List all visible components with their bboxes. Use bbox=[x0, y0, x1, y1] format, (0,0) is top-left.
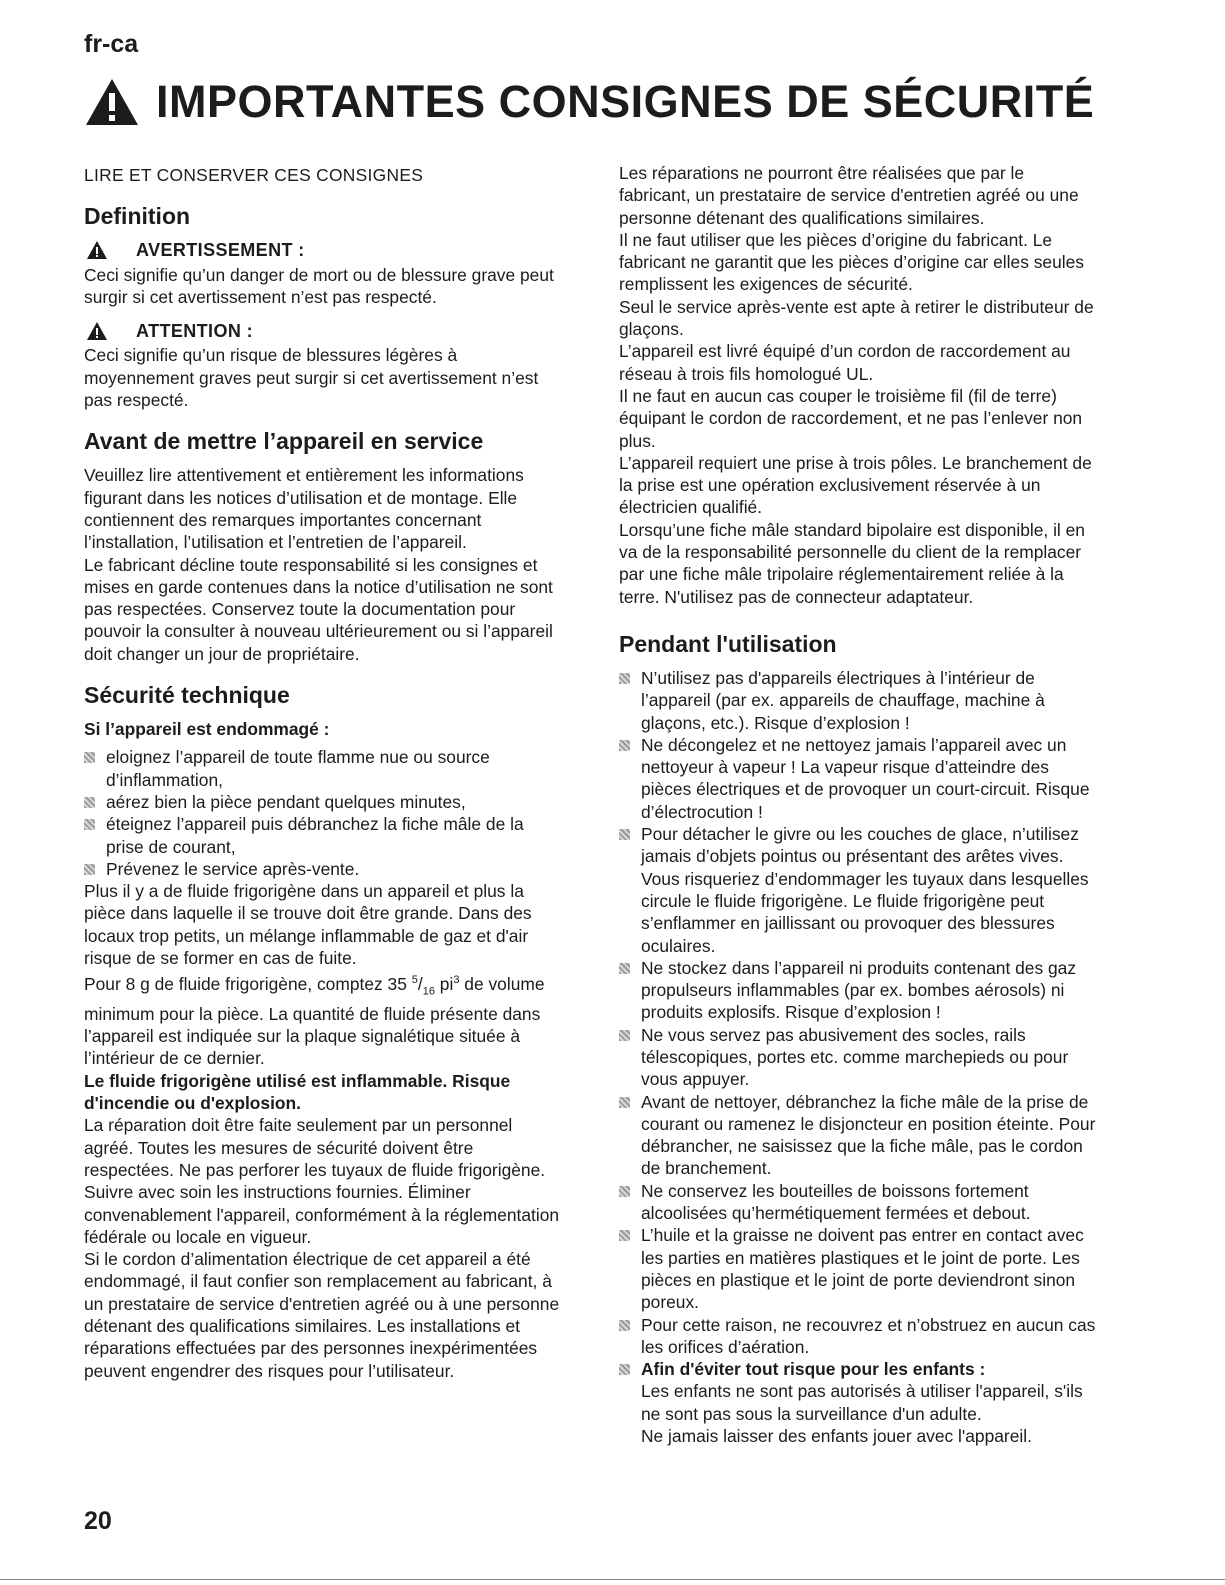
list-item: Avant de nettoyer, débranchez la fiche mâle de la prise de courant ou ramenez le disjoncteur en position éteinte. Pour débrancher, ne saisissez que la fiche mâle, pas le cordon de branchement. bbox=[619, 1091, 1097, 1180]
title-row bbox=[84, 76, 1094, 128]
list-item: Pour détacher le givre ou les couches de glace, n’utilisez jamais d’objets pointus ou présentant des arêtes vives. Vous risqueriez d’endommager les tuyaux dans lesquelles circule le fluide frigorigène. Le fluide frigorigène peut s’enflammer en jaillissant ou provoquer des blessures oculaires. bbox=[619, 823, 1097, 957]
cordon-paragraph: Si le cordon d’alimentation électrique de cet appareil a été endommagé, il faut confier son remplacement au fabricant, à un prestataire de service d'entretien agréé ou à une personne détenant des qualifications similaires. Les installations et réparations effectuées par des personnes inexpérimentées peuvent engendrer des risques pour l’utilisateur. bbox=[84, 1249, 560, 1381]
list-item: Prévenez le service après-vente. bbox=[84, 858, 562, 880]
bullet-icon bbox=[84, 797, 95, 808]
definition-heading: Definition bbox=[84, 203, 191, 230]
avertissement-text: Ceci signifie qu’un danger de mort ou de blessure grave peut surgir si cet avertissement n’est pas respecté. bbox=[84, 264, 554, 307]
enfants-heading: Afin d'éviter tout risque pour les enfants : bbox=[641, 1359, 986, 1380]
list-item: Ne vous servez pas abusivement des socles, rails télescopiques, portes etc. comme marchepieds ou pour vous appuyer. bbox=[619, 1024, 1097, 1091]
language-code: fr-ca bbox=[84, 30, 139, 58]
endommage-list bbox=[84, 746, 562, 880]
bullet-icon bbox=[84, 819, 95, 830]
list-item: N’utilisez pas d'appareils électriques à l’intérieur de l’appareil (par ex. appareils de chauffage, machine à glaçons, etc.). Risque d’explosion ! bbox=[619, 667, 1097, 734]
bullet-icon bbox=[619, 1186, 630, 1197]
right-paragraph-2: Il ne faut utiliser que les pièces d’origine du fabricant. Le fabricant ne garantit que les pièces d’origine car elles seules remplissent les exigences de sécurité. bbox=[619, 229, 1084, 295]
list-item: Ne conservez les bouteilles de boissons fortement alcoolisées qu’hermétiquement fermées et debout. bbox=[619, 1180, 1097, 1225]
attention-text: Ceci signifie qu’un risque de blessures légères à moyennement graves peut surgir si cet avertissement n’est pas respecté. bbox=[84, 345, 539, 411]
list-item: aérez bien la pièce pendant quelques minutes, bbox=[84, 791, 562, 813]
bullet-icon bbox=[619, 1230, 630, 1241]
avant-heading: Avant de mettre l’appareil en service bbox=[84, 428, 484, 455]
right-paragraph-4: L’appareil est livré équipé d’un cordon de raccordement au réseau à trois fils homologué UL. bbox=[619, 341, 1071, 384]
bullet-icon bbox=[619, 1320, 630, 1331]
securite-heading: Sécurité technique bbox=[84, 682, 290, 709]
avant-paragraph-1: Veuillez lire attentivement et entièrement les informations figurant dans les notices d’utilisation et de montage. Elle contiennent des remarques importantes concernant l’installation, l’utilisation et l’entretien de l’appareil. bbox=[84, 465, 524, 553]
avertissement-label: AVERTISSEMENT : bbox=[136, 240, 305, 261]
list-item: Pour cette raison, ne recouvrez et n’obstruez en aucun cas les orifices d’aération. bbox=[619, 1314, 1097, 1359]
list-item-children bbox=[619, 1358, 1097, 1447]
intro-text: LIRE ET CONSERVER CES CONSIGNES bbox=[84, 165, 424, 185]
enfants-paragraph-2: Ne jamais laisser des enfants jouer avec l'appareil. bbox=[641, 1426, 1032, 1447]
pendant-list bbox=[619, 667, 1097, 1447]
avertissement-label-row bbox=[84, 239, 562, 261]
list-item: Ne stockez dans l’appareil ni produits contenant des gaz propulseurs inflammables (par ex. bombes aérosols) ni produits explosifs. Risque d’explosion ! bbox=[619, 957, 1097, 1024]
list-item: Ne décongelez et ne nettoyez jamais l’appareil avec un nettoyeur à vapeur ! La vapeur risque d’atteindre des pièces électriques et de provoquer un court-circuit. Risque d’électrocution ! bbox=[619, 734, 1097, 823]
page-title: IMPORTANTES CONSIGNES DE SÉCURITÉ bbox=[156, 76, 1095, 127]
enfants-paragraph-1: Les enfants ne sont pas autorisés à utiliser l'appareil, s'ils ne sont pas sous la surveillance d'un adulte. bbox=[641, 1381, 1083, 1424]
list-item: L’huile et la graisse ne doivent pas entrer en contact avec les parties en matières plastiques et le joint de porte. Les pièces en plastique et le joint de porte deviendront sinon poreux. bbox=[619, 1224, 1097, 1313]
warning-triangle-icon bbox=[86, 240, 108, 260]
fluide-paragraph-1: Plus il y a de fluide frigorigène dans un appareil et plus la pièce dans laquelle il se trouve doit être grande. Dans des locaux trop petits, un mélange inflammable de gaz et d'air risque de se former en cas de fuite. bbox=[84, 881, 532, 969]
bullet-icon bbox=[619, 829, 630, 840]
bullet-icon bbox=[84, 864, 95, 875]
bullet-icon bbox=[619, 740, 630, 751]
list-item: eloignez l’appareil de toute flamme nue ou source d’inflammation, bbox=[84, 746, 562, 791]
bullet-icon bbox=[619, 963, 630, 974]
pendant-heading: Pendant l'utilisation bbox=[619, 630, 837, 657]
bullet-icon bbox=[619, 1364, 630, 1375]
right-paragraph-1: Les réparations ne pourront être réalisées que par le fabricant, un prestataire de service d'entretien agréé ou une personne détenant des qualifications similaires. bbox=[619, 163, 1079, 228]
avant-paragraph-2: Le fabricant décline toute responsabilité si les consignes et mises en garde contenues dans la notice d’utilisation ne sont pas respectées. Conservez toute la documentation pour pouvoir la consulter à nouveau ultérieurement ou si l’appareil doit changer un jour de propriétaire. bbox=[84, 554, 553, 664]
page-number: 20 bbox=[84, 1507, 112, 1535]
attention-label: ATTENTION : bbox=[136, 321, 254, 342]
attention-label-row bbox=[84, 320, 562, 342]
list-item: éteignez l’appareil puis débranchez la fiche mâle de la prise de courant, bbox=[84, 813, 562, 858]
bullet-icon bbox=[619, 673, 630, 684]
right-paragraph-7: Lorsqu’une fiche mâle standard bipolaire est disponible, il en va de la responsabilité personnelle du client de la remplacer par une fiche mâle tripolaire réglementairement reliée à la terre. N'utilisez pas de connecteur adaptateur. bbox=[619, 519, 1085, 607]
inflammable-warning: Le fluide frigorigène utilisé est inflammable. Risque d'incendie ou d'explosion. bbox=[84, 1070, 511, 1114]
endommage-subheading: Si l’appareil est endommagé : bbox=[84, 719, 330, 740]
right-paragraph-3: Seul le service après-vente est apte à retirer le distributeur de glaçons. bbox=[619, 296, 1094, 340]
bullet-icon bbox=[619, 1030, 630, 1041]
bullet-icon bbox=[84, 752, 95, 763]
page-bottom-rule bbox=[0, 1579, 1225, 1580]
warning-triangle-icon bbox=[84, 77, 140, 127]
fluide-paragraph-2: Pour 8 g de fluide frigorigène, comptez 35 $^5/_{16}$ $pi^3$ de volume minimum pour la pièce. La quantité de fluide présente dans l’appareil est indiquée sur la plaque signalétique située à l’intérieur de ce dernier. bbox=[84, 974, 545, 1069]
right-column bbox=[619, 162, 1097, 1447]
right-paragraph-6: L’appareil requiert une prise à trois pôles. Le branchement de la prise est une opération exclusivement réservée à un électricien qualifié. bbox=[619, 452, 1092, 518]
reparation-paragraph: La réparation doit être faite seulement par un personnel agréé. Toutes les mesures de sécurité doivent être respectées. Ne pas perforer les tuyaux de fluide frigorigène. Suivre avec soin les instructions fournies. Éliminer convenablement l'appareil, conformément à la réglementation fédérale ou locale en vigueur. bbox=[84, 1115, 560, 1247]
warning-triangle-icon bbox=[86, 321, 108, 341]
bullet-icon bbox=[619, 1097, 630, 1108]
left-column bbox=[84, 162, 562, 1382]
right-paragraph-5: Il ne faut en aucun cas couper le troisième fil (fil de terre) équipant le cordon de raccordement, et ne pas l’enlever non plus. bbox=[619, 385, 1083, 451]
